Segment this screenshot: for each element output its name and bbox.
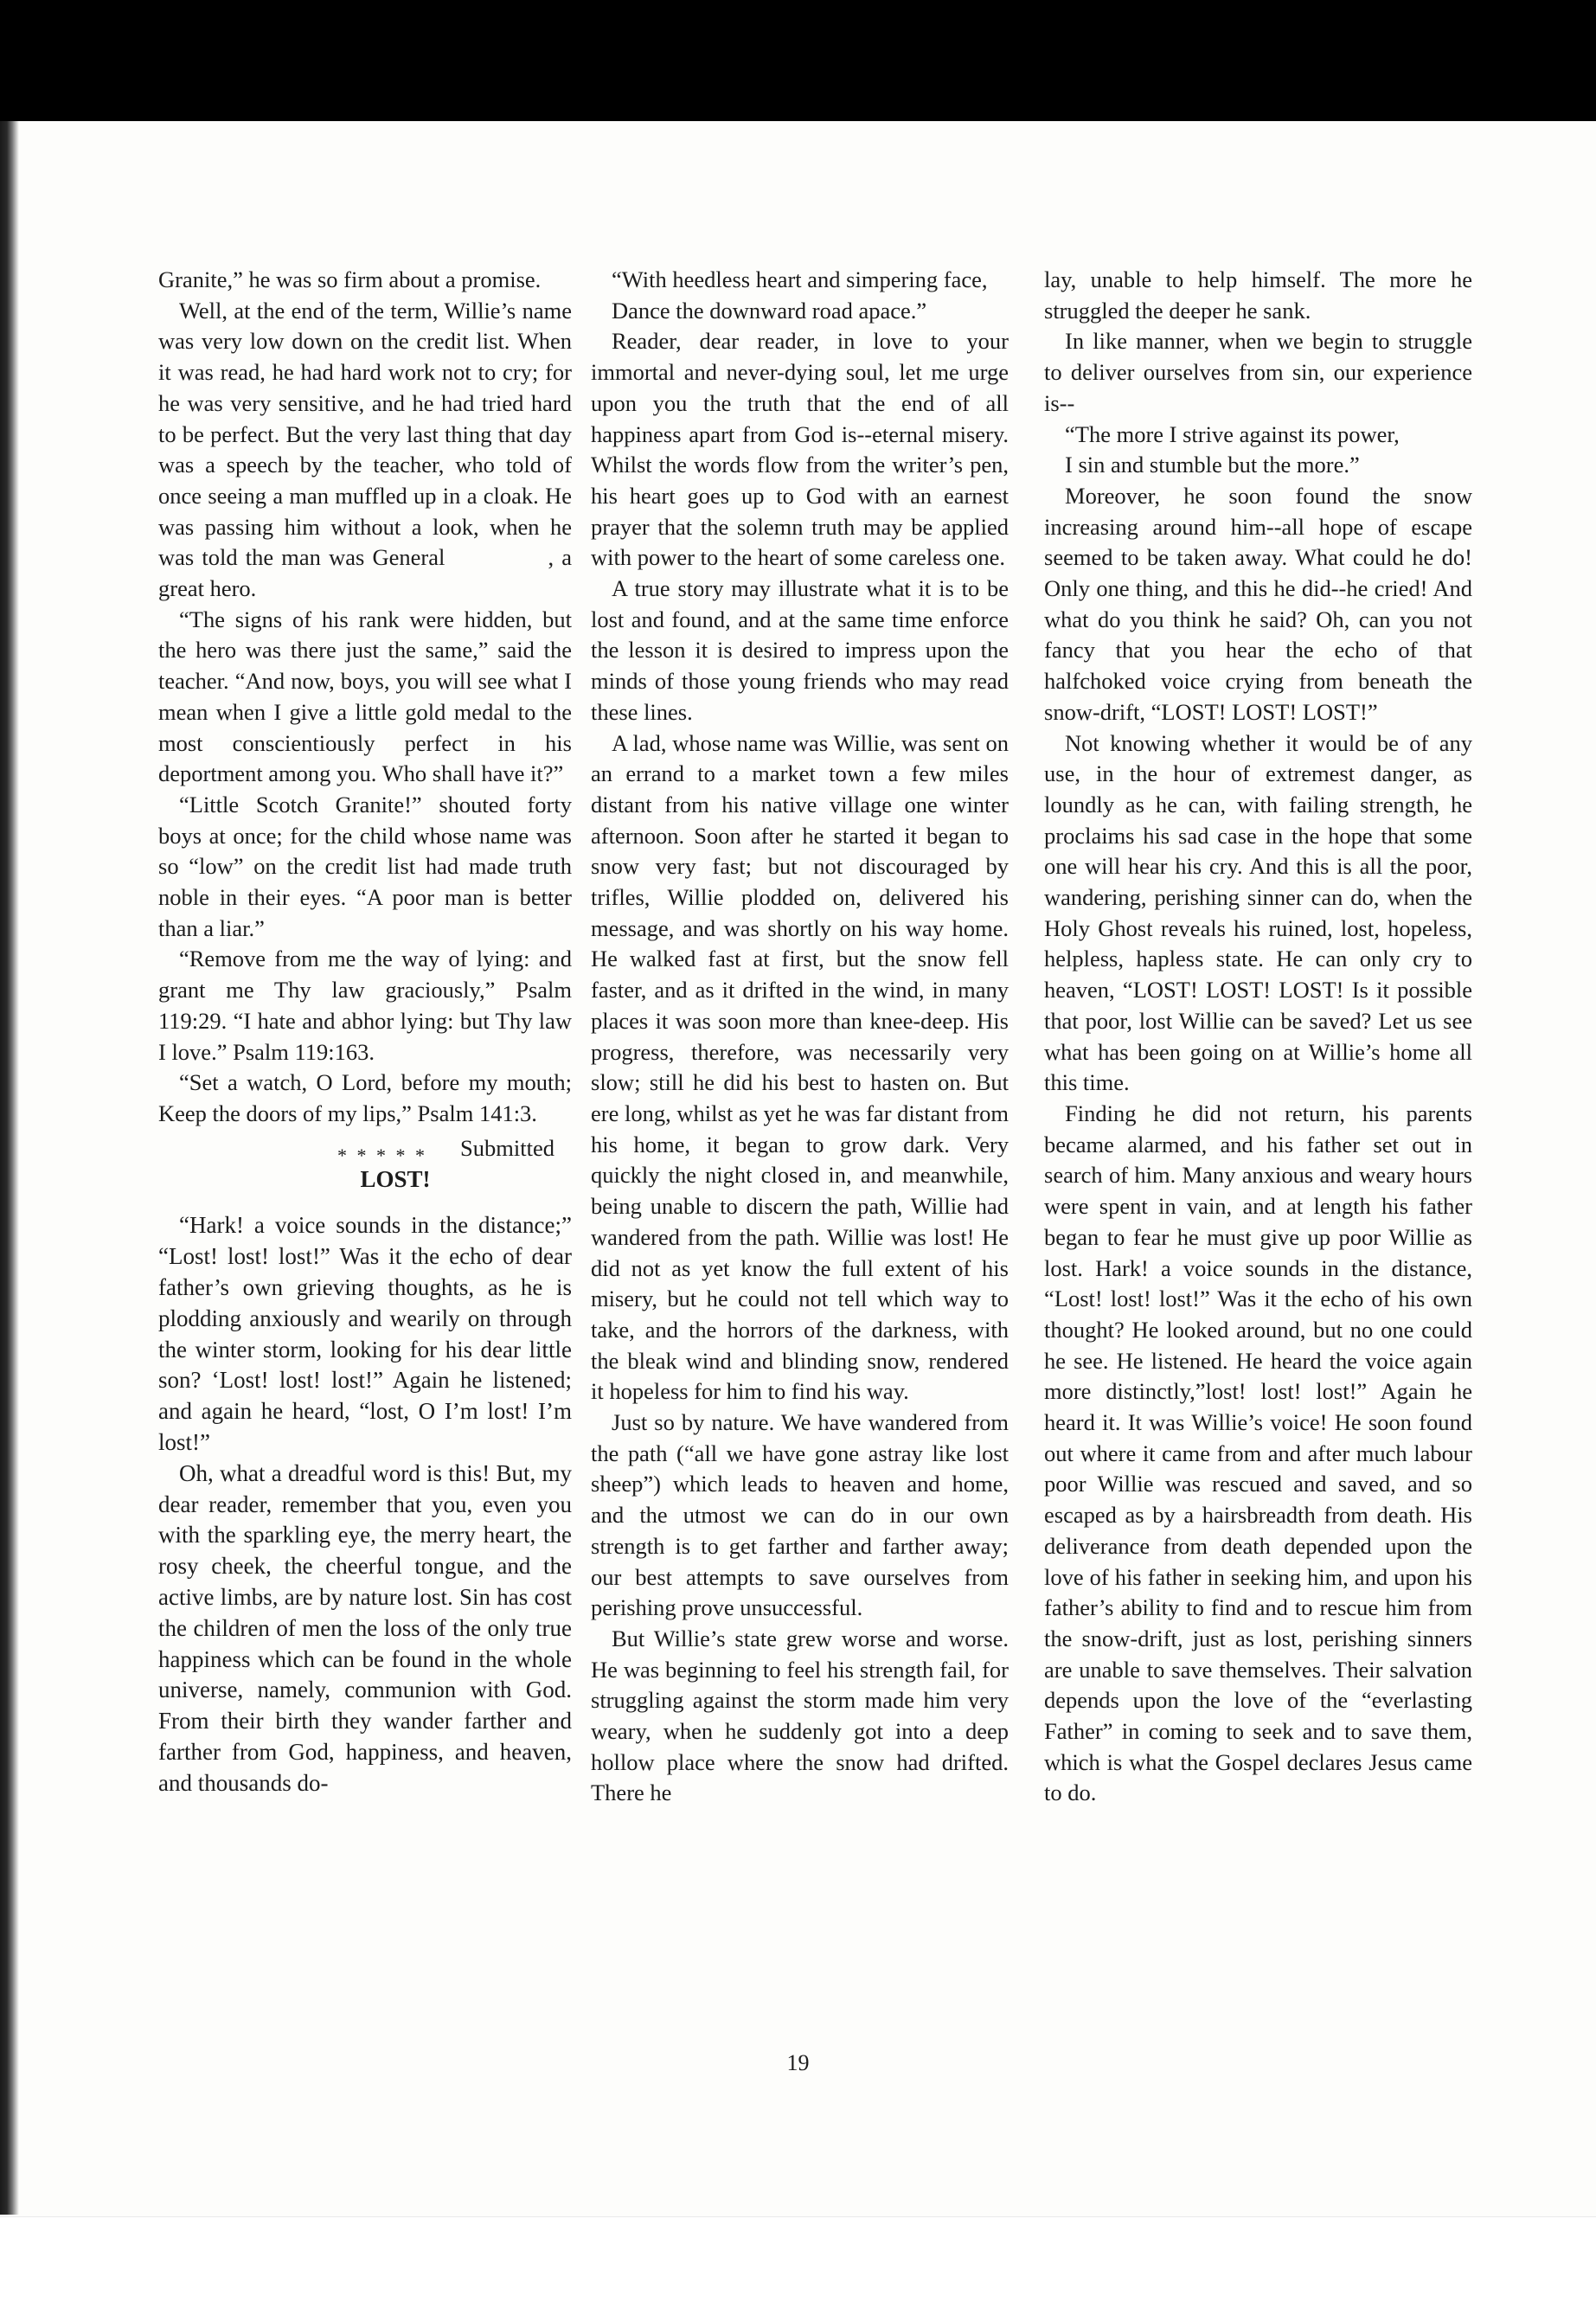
lost-article-start: [158, 1210, 572, 1799]
paragraph: Oh, what a dreadful word is this! But, my dear reader, remember that you, even you with the sparkling eye, the merry heart, the rosy cheek, the cheerful tongue, and the active limbs, are by nature lost. Sin has cost the children of men the loss of the only true happiness which can be found in the whole universe, namely, communion with God. From their birth they wander farther and farther from God, happiness, and heaven, and thousands do-: [158, 1459, 572, 1796]
verse-line: “With heedless heart and simpering face,: [612, 266, 988, 292]
paragraph: A true story may illustrate what it is to be lost and found, and at the same time enforce the lesson it is desired to impress upon the minds of those young friends who may read these lines.: [591, 575, 1009, 725]
page-number: 19: [786, 2050, 810, 2075]
paragraph: Reader, dear reader, in love to your immortal and never-dying soul, let me urge upon you the truth that the end of all happiness apart from God is--eternal misery. Whilst the words flow from the writer’s pen, his heart goes up to God with an earnest prayer that the solemn truth may be applied with power to the heart of some careless one.: [591, 328, 1009, 571]
column-1: [158, 265, 572, 1799]
paragraph: Not knowing whether it would be of any use, in the hour of extremest danger, as loundly as he can, with failing strength, he proclaims his sad case in the hope that some one will hear his cry. And this is all the poor, wandering, perishing sinner can do, when the Holy Ghost reveals his ruined, lost, hopeless, helpless, hapless state. He can only cry to heaven, “LOST! LOST! LOST! Is it possible that poor, lost Willie can be saved? Let us see what has been going on at Willie’s home all this time.: [1044, 729, 1472, 1096]
article-heading: LOST!: [360, 1165, 431, 1192]
paragraph: Finding he did not return, his parents became alarmed, and his father set out in search of him. Many anxious and weary hours were spent in vain, and at length his father began to fear he must give up poor Willie as lost. Hark! a voice sounds in the distance, “Lost! lost! lost!” Was it the echo of his own thought? He looked around, but no one could he see. He listened. He heard the voice again more distinctly,”lost! lost! lost!” Again he heard it. It was Willie’s voice! He soon found out where it came from and after much labour poor Willie was rescued and saved, and so escaped as by a hairsbreadth from death. His deliverance from death depended upon the love of his father in seeking him, and upon his father’s ability to find and to rescue him from the snow-drift, just as lost, perishing sinners are unable to save themselves. Their salvation depends upon the love of the “everlasting Father” in coming to seek and to save them, which is what the Gospel declares Jesus came to do.: [1044, 1100, 1472, 1806]
paragraph: A lad, whose name was Willie, was sent on an errand to a market town a few miles distant from his native village one winter afternoon. Soon after he started it began to snow very fast; but not discouraged by trifles, Willie plodded on, delivered his message, and was shortly on his way home. He walked fast at first, but the snow fell faster, and as it drifted in the wind, in many places it was soon more than knee-deep. His progress, therefore, was necessarily very slow; still he did his best to hasten on. But ere long, whilst as yet he was far distant from his home, it began to grow dark. Very quickly the night closed in, and meanwhile, being unable to discern the path, Willie had wandered from the path. Willie was lost! He did not as yet know the full extent of his misery, but he could not tell which way to take, and the horrors of the darkness, with the bleak wind and blinding snow, rendered it hopeless for him to find his way.: [591, 729, 1009, 1405]
verse-line: I sin and stumble but the more.”: [1065, 452, 1360, 478]
column-2: [591, 265, 1009, 1809]
paragraph: lay, unable to help himself. The more he struggled the deeper he sank.: [1044, 266, 1472, 324]
scan-binding-edge: [0, 121, 19, 2215]
paragraph: “Remove from me the way of lying: and grant me Thy law graciously,” Psalm 119:29. “I hate and abhor lying: but Thy law I love.” Psalm 119:163.: [158, 946, 572, 1065]
paragraph: “Hark! a voice sounds in the distance;” “Lost! lost! lost!” Was it the echo of dear father’s own grieving thoughts, as he is plodding anxiously and wearily on through the winter storm, looking for his dear little son? ‘Lost! lost! lost!” Again he listened; and again he heard, “lost, O I’m lost! I’m lost!”: [158, 1212, 572, 1455]
section-divider: [158, 1133, 572, 1164]
paragraph: “The signs of his rank were hidden, but the hero was there just the same,” said the teacher. “And now, boys, you will see what I mean when I give a little gold medal to the most conscientiously perfect in his deportment among you. Who shall have it?”: [158, 606, 572, 787]
paragraph: Well, at the end of the term, Willie’s name was very low down on the credit list. When it was read, he had hard work not to cry; for he was very sensitive, and he had tried hard to be perfect. But the very last thing that day was a speech by the teacher, who told of once seeing a man muffled up in a cloak. He was passing him without a look, when he was told the man was General , a great hero.: [158, 297, 572, 602]
paragraph: Just so by nature. We have wandered from the path (“all we have gone astray like lost sheep”) which leads to heaven and home, and the utmost we can do in our own strength is to get farther and farther away; our best attempts to save ourselves from perishing prove unsuccessful.: [591, 1409, 1009, 1621]
column-3: [1044, 265, 1472, 1809]
paragraph: Moreover, he soon found the snow increasing around him--all hope of escape seemed to be taken away. What could he do! Only one thing, and this he did--he cried! And what do you think he said? Oh, can you not fancy that you hear the echo of that halfchoked voice crying from beneath the snow-drift, “LOST! LOST! LOST!”: [1044, 482, 1472, 725]
paragraph: But Willie’s state grew worse and worse. He was beginning to feel his strength fail, for struggling against the storm made him very weary, when he suddenly got into a deep hollow place where the snow had drifted. There he: [591, 1625, 1009, 1806]
paragraph: Granite,” he was so firm about a promise.: [158, 266, 542, 292]
submitted-credit: Submitted: [460, 1134, 554, 1161]
verse-line: Dance the downward road apace.”: [612, 297, 927, 324]
paragraph: “Set a watch, O Lord, before my mouth; Keep the doors of my lips,” Psalm 141:3.: [158, 1069, 572, 1126]
paragraph: In like manner, when we begin to struggle to deliver ourselves from sin, our experience is--: [1044, 328, 1472, 416]
verse-line: “The more I strive against its power,: [1065, 420, 1400, 447]
divider-stars: * * * * *: [337, 1144, 427, 1166]
scan-top-border: [0, 0, 1596, 121]
scan-bottom-margin: [0, 2216, 1596, 2302]
paragraph: “Little Scotch Granite!” shouted forty boys at once; for the child whose name was so “low” on the credit list had made truth noble in their eyes. “A poor man is better than a liar.”: [158, 791, 572, 941]
